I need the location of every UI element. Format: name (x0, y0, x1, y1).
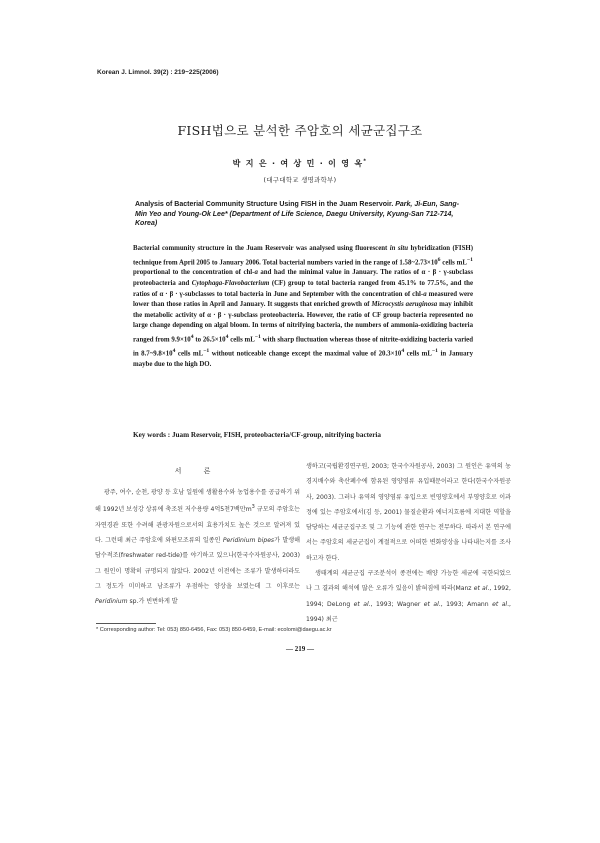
english-title: Analysis of Bacterial Community Structure Using FISH in the Juam Reservoir. (135, 201, 394, 208)
abstract (133, 244, 473, 370)
footnote-divider (96, 623, 156, 624)
keywords-text: Juam Reservoir, FISH, proteobacteria/CF-group, nitrifying bacteria (170, 431, 382, 439)
keywords-label: Key words : (133, 431, 171, 439)
page-number: — 219 — (286, 645, 314, 653)
journal-reference: Korean J. Limnol. 39(2) : 219~225(2006) (97, 69, 219, 76)
footnote-corresponding-author: * Corresponding author: Tel: 053) 850-6456, Fax: 053) 850-6459, E-mail: ecolomi@daegu.ac.kr (96, 627, 332, 633)
paper-title: FISH법으로 분석한 주암호의 세균군집구조 (177, 123, 423, 138)
affiliation-korean: (대구대학교 생명과학부) (263, 177, 337, 184)
keywords (133, 431, 473, 439)
author-names: 박 지 은 · 여 상 민 · 이 영 옥 (232, 159, 364, 168)
english-affiliation: (Department of Life Science, Daegu University, Kyung-San 712-714, Korea) (135, 210, 454, 228)
right-column (306, 459, 511, 627)
intro-paragraph-1-cont: 생하고(국립환경연구원, 2003; 한국수자원공사, 2003) 그 원인은 유역의 농경지배수와 축산폐수에 함유된 영양염류 유입때문이라고 한다(한국수자원공사, 2003). 그러나 유역의 영양염류 유입으로 빈영양호에서 부영양호로 이과정에 있는 주암호에서(김 등, 2001) 물질순환과 에너지흐름에 지대한 역할을 담당하는 세균군집구조 및 그 기능에 관한 연구는 전무하다. 따라서 본 연구에서는 주암호의 세균군집이 계절적으로 어떠한 변화양상을 나타내는지를 조사하고자 한다. (306, 463, 511, 562)
section-heading-introduction: 서 론 (174, 467, 221, 475)
abstract-text: Bacterial community structure in the Juam Reservoir was analysed using fluorescent in situ hybridization (FISH) technique from April 2005 to January 2006. Total bacterial numbers varied in the range of $1.58\sim 2.73\times 10^6$ cells $mL^{-1}$ proportional to the concentration of chl-a and had the minimal value in January. The ratios of α · β · γ-subclass proteobacteria and Cytophaga-Flavobacterium (CF) group to total bacteria ranged from 45.1% to 77.5%, and the ratios of α · β · γ-subclasses to total bacteria in June and September with the concentration of chl-a measured were lower than those ratios in April and January. It suggests that enriched growth of Microcystis aeruginosa may inhibit the metabolic activity of α · β · γ-subclass proteobacteria. However, the ratio of CF group bacteria represented no large change depending on algal bloom. In terms of nitrifying bacteria, the numbers of ammonia-oxidizing bacteria ranged from $9.9\times 10^4$ to $26.5\times 10^4$ cells $mL^{-1}$ with sharp fluctuation whereas those of nitrite-oxidizing bacteria varied in $8.7\sim 9.8\times 10^4$ cells $mL^{-1}$ without noticeable change except the maximal value of $20.3\times 10^4$ cells $mL^{-1}$ in January maybe due to the high DO. (133, 245, 474, 368)
english-authors: Park, Ji-Eun, Sang-Min Yeo and Young-Ok Lee* (135, 201, 460, 218)
authors-korean (0, 158, 600, 169)
corresponding-mark: * (363, 158, 368, 165)
intro-paragraph-2: 생태계의 세균군집 구조분석이 종전에는 배양 가능한 세균에 국한되었으나 그 결과의 해석에 많은 오류가 있음이 밝혀짐에 따라(Manz et al., 1992, 1994; DeLong et al., 1993; Wagner et al., 1993; Amann et al., 1994) 최근 (306, 570, 511, 623)
english-abstract-header (135, 200, 467, 229)
left-column (95, 485, 300, 609)
intro-paragraph-1: 광주, 여수, 순천, 광양 등 호남 일원에 생활용수와 농업용수를 공급하기 위해 1992년 보성강 상류에 축조된 저수용량 4억5천7백만$m^3$ 규모의 주암호는 자연경관 또한 수려해 관광자원으로서의 효용가치도 높은 것으로 알려져 있다. 그런데 최근 주암호에 와편모조류의 일종인 Peridinium bipes가 발생해 담수적조(freshwater red-tide)를 야기하고 있으나(한국수자원공사, 2003) 그 원인이 명확히 규명되지 않았다. 2002년 이전에는 조류가 발생하더라도 그 정도가 미미하고 남조류가 우점하는 양상을 보였는데 그 이후로는 Peridinium sp.가 빈번하게 발 (95, 489, 301, 606)
